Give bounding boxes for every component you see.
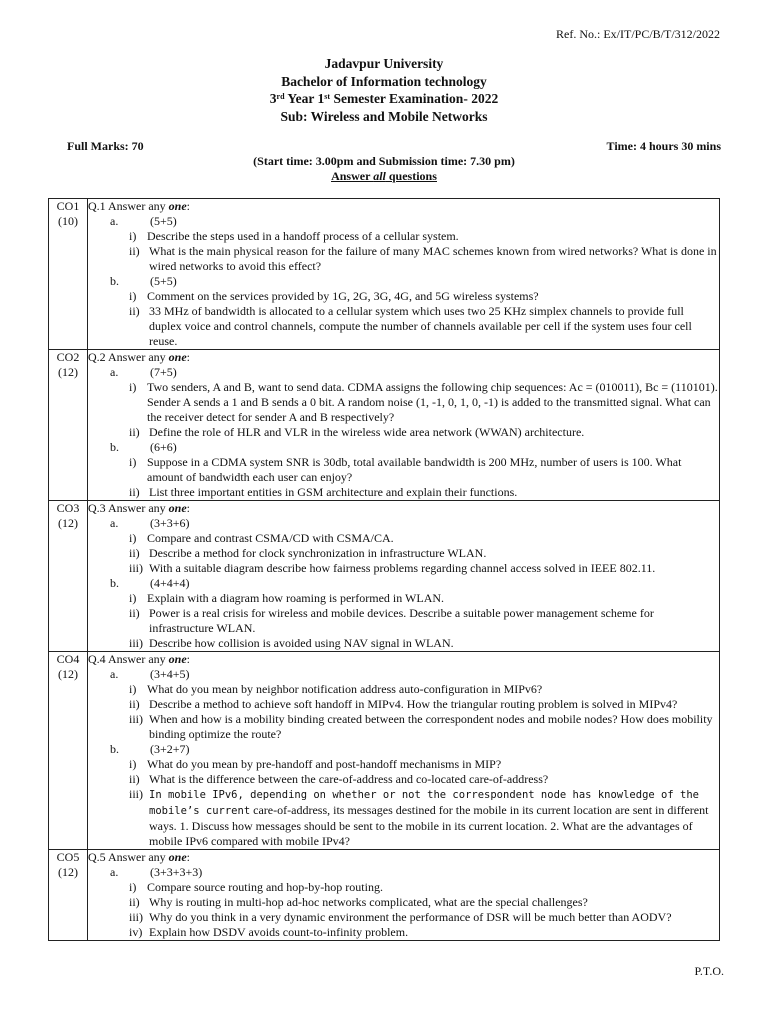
part-label: a. xyxy=(110,214,119,228)
sub-question xyxy=(88,591,719,606)
sub-question-label: iv) xyxy=(129,925,143,939)
course-outcome-marks: (12) xyxy=(58,865,78,879)
part-marks: (3+4+5) xyxy=(150,667,190,681)
sub-question-text: With a suitable diagram describe how fairness problems regarding channel access solved in IEEE 802.11. xyxy=(149,561,656,575)
sub-question xyxy=(88,561,719,576)
question-heading: Q.1 Answer any one: xyxy=(88,199,190,213)
sub-question-text: Explain how DSDV avoids count-to-infinity problem. xyxy=(149,925,409,939)
sub-question-label: i) xyxy=(129,880,137,894)
sub-question-text: What do you mean by pre-handoff and post-handoff mechanisms in MIP? xyxy=(147,757,502,771)
part-label: a. xyxy=(110,365,119,379)
question-part xyxy=(88,440,719,455)
course-outcome-marks: (10) xyxy=(58,214,78,228)
question-cell xyxy=(88,850,720,941)
exam-duration: Time: 4 hours 30 mins xyxy=(606,139,721,153)
course-outcome-marks: (12) xyxy=(58,667,78,681)
sub-question xyxy=(88,380,719,425)
sub-question-text: What do you mean by neighbor notification address auto-configuration in MIPv6? xyxy=(147,682,543,696)
question-cell xyxy=(88,652,720,850)
course-outcome-cell xyxy=(49,350,88,501)
course-outcome-code: CO3 xyxy=(56,501,80,515)
sub-question-text: Compare source routing and hop-by-hop routing. xyxy=(147,880,383,894)
sub-question xyxy=(88,772,719,787)
question-cell xyxy=(88,350,720,501)
part-label: b. xyxy=(110,742,119,756)
sub-question-label: ii) xyxy=(129,895,140,909)
exam-header xyxy=(0,55,768,125)
course-outcome-cell xyxy=(49,199,88,350)
question-part xyxy=(88,214,719,229)
question-heading: Q.5 Answer any one: xyxy=(88,850,190,864)
sub-question-text: Describe a method for clock synchronization in infrastructure WLAN. xyxy=(149,546,487,560)
sub-question-text: Why is routing in multi-hop ad-hoc networks complicated, what are the special challenges? xyxy=(149,895,588,909)
part-label: b. xyxy=(110,576,119,590)
sub-question-label: i) xyxy=(129,380,137,394)
sub-question xyxy=(88,910,719,925)
full-marks: Full Marks: 70 xyxy=(67,139,144,153)
course-outcome-marks: (12) xyxy=(58,516,78,530)
exam-title: 3rd Year 1st Semester Examination- 2022 xyxy=(269,91,499,106)
sub-question xyxy=(88,636,719,651)
part-marks: (3+2+7) xyxy=(150,742,190,756)
course-outcome-code: CO5 xyxy=(56,850,80,864)
sub-question-label: iii) xyxy=(129,636,143,650)
sub-question-text: When and how is a mobility binding created between the correspondent nodes and mobile nodes? How does mobility binding optimize the route? xyxy=(149,712,713,741)
sub-question-text: What is the main physical reason for the failure of many MAC schemes known from wired networks? What is done in wired networks to avoid this effect? xyxy=(149,244,717,273)
course-outcome-code: CO1 xyxy=(56,199,80,213)
sub-question-label: ii) xyxy=(129,697,140,711)
sub-question-label: ii) xyxy=(129,772,140,786)
course-outcome-code: CO2 xyxy=(56,350,80,364)
sub-question xyxy=(88,682,719,697)
question-row xyxy=(49,350,720,501)
part-label: b. xyxy=(110,440,119,454)
question-row xyxy=(49,199,720,350)
sub-question-label: ii) xyxy=(129,304,140,318)
sub-question-text: Describe the steps used in a handoff process of a cellular system. xyxy=(147,229,459,243)
sub-question xyxy=(88,880,719,895)
sub-question xyxy=(88,757,719,772)
part-label: a. xyxy=(110,516,119,530)
part-marks: (5+5) xyxy=(150,274,177,288)
course-outcome-marks: (12) xyxy=(58,365,78,379)
course-outcome-code: CO4 xyxy=(56,652,80,666)
sub-question xyxy=(88,697,719,712)
sub-question-text: Comment on the services provided by 1G, 2G, 3G, 4G, and 5G wireless systems? xyxy=(147,289,539,303)
sub-question xyxy=(88,787,719,849)
question-part xyxy=(88,865,719,880)
sub-question xyxy=(88,229,719,244)
question-part xyxy=(88,576,719,591)
sub-question xyxy=(88,531,719,546)
sub-question-label: iii) xyxy=(129,561,143,575)
sub-question-label: iii) xyxy=(129,910,143,924)
sub-question xyxy=(88,606,719,636)
question-row xyxy=(49,850,720,941)
course-outcome-cell xyxy=(49,501,88,652)
part-label: a. xyxy=(110,865,119,879)
question-row xyxy=(49,652,720,850)
sub-question-text: Two senders, A and B, want to send data. CDMA assigns the following chip sequences: Ac = (010011), Bc = (110101). Sender A sends a 1 and B sends a 0 bit. A random noise (1, -1, 0, 1, 0, -1) is added to the transmitted signal. What can the receiver detect for sender A and B respectively? xyxy=(147,380,718,424)
sub-question-label: iii) xyxy=(129,712,143,726)
question-part xyxy=(88,742,719,757)
sub-question-label: i) xyxy=(129,682,137,696)
course-outcome-cell xyxy=(49,850,88,941)
sub-question-text: Compare and contrast CSMA/CD with CSMA/CA. xyxy=(147,531,394,545)
sub-question-label: ii) xyxy=(129,244,140,258)
question-part xyxy=(88,274,719,289)
sub-question-label: ii) xyxy=(129,606,140,620)
reference-number: Ref. No.: Ex/IT/PC/B/T/312/2022 xyxy=(556,27,720,41)
sub-question-label: ii) xyxy=(129,425,140,439)
sub-question-label: i) xyxy=(129,757,137,771)
sub-question-text: List three important entities in GSM architecture and explain their functions. xyxy=(149,485,518,499)
question-cell xyxy=(88,501,720,652)
part-marks: (3+3+6) xyxy=(150,516,190,530)
question-part xyxy=(88,667,719,682)
question-part xyxy=(88,365,719,380)
university-name: Jadavpur University xyxy=(324,56,444,71)
sub-question-text: Define the role of HLR and VLR in the wireless wide area network (WWAN) architecture. xyxy=(149,425,585,439)
sub-question xyxy=(88,425,719,440)
sub-question xyxy=(88,289,719,304)
answer-all-instruction: Answer all questions xyxy=(331,169,437,183)
part-marks: (3+3+3+3) xyxy=(150,865,203,879)
course-outcome-cell xyxy=(49,652,88,850)
question-cell xyxy=(88,199,720,350)
sub-question xyxy=(88,925,719,940)
subject-name: Sub: Wireless and Mobile Networks xyxy=(280,108,488,124)
sub-question-text: 33 MHz of bandwidth is allocated to a cellular system which uses two 25 KHz simplex channels to provide full duplex voice and control channels, compute the number of channels available per cell if the system uses four cell reuse. xyxy=(149,304,692,348)
sub-question-label: ii) xyxy=(129,546,140,560)
sub-question-label: i) xyxy=(129,289,137,303)
sub-question-label: ii) xyxy=(129,485,140,499)
sub-question-label: i) xyxy=(129,455,137,469)
degree-name: Bachelor of Information technology xyxy=(281,73,487,89)
sub-question-label: iii) xyxy=(129,787,143,801)
part-label: b. xyxy=(110,274,119,288)
sub-question xyxy=(88,895,719,910)
part-marks: (5+5) xyxy=(150,214,177,228)
sub-question-text: Why do you think in a very dynamic environment the performance of DSR will be much better than AODV? xyxy=(149,910,672,924)
sub-question-text: Describe how collision is avoided using NAV signal in WLAN. xyxy=(149,636,454,650)
sub-question xyxy=(88,546,719,561)
question-heading: Q.4 Answer any one: xyxy=(88,652,190,666)
sub-question xyxy=(88,712,719,742)
sub-question-label: i) xyxy=(129,531,137,545)
sub-question-text: Describe a method to achieve soft handoff in MIPv4. How the triangular routing problem is solved in MIPv4? xyxy=(149,697,678,711)
part-label: a. xyxy=(110,667,119,681)
sub-question-label: i) xyxy=(129,229,137,243)
question-table xyxy=(48,198,720,941)
sub-question-label: i) xyxy=(129,591,137,605)
please-turn-over: P.T.O. xyxy=(694,964,724,978)
part-marks: (7+5) xyxy=(150,365,177,379)
sub-question xyxy=(88,244,719,274)
question-heading: Q.3 Answer any one: xyxy=(88,501,190,515)
sub-question-text: Power is a real crisis for wireless and mobile devices. Describe a suitable power management scheme for infrastructure WLAN. xyxy=(149,606,654,635)
exam-timing: (Start time: 3.00pm and Submission time: 7.30 pm) xyxy=(253,154,515,168)
sub-question-text: care-of-address, its messages destined for the mobile in its current location are sent in different ways. 1. Discuss how messages should be sent to the mobile in its current location. 2. What are the advantages of mobile IPv6 compared with mobile IPv4? xyxy=(149,803,709,848)
part-marks: (6+6) xyxy=(150,440,177,454)
sub-question-text: Explain with a diagram how roaming is performed in WLAN. xyxy=(147,591,445,605)
sub-question-text-mono: In mobile IPv6, depending on whether or not the correspondent node has knowledge of the mobile’s current xyxy=(149,789,699,817)
sub-question-text: What is the difference between the care-of-address and co-located care-of-address? xyxy=(149,772,549,786)
question-part xyxy=(88,516,719,531)
sub-question xyxy=(88,485,719,500)
sub-question-text: Suppose in a CDMA system SNR is 30db, total available bandwidth is 200 MHz, number of users is 100. What amount of bandwidth each user can enjoy? xyxy=(147,455,682,484)
question-heading: Q.2 Answer any one: xyxy=(88,350,190,364)
question-row xyxy=(49,501,720,652)
sub-question xyxy=(88,304,719,349)
sub-question xyxy=(88,455,719,485)
part-marks: (4+4+4) xyxy=(150,576,190,590)
